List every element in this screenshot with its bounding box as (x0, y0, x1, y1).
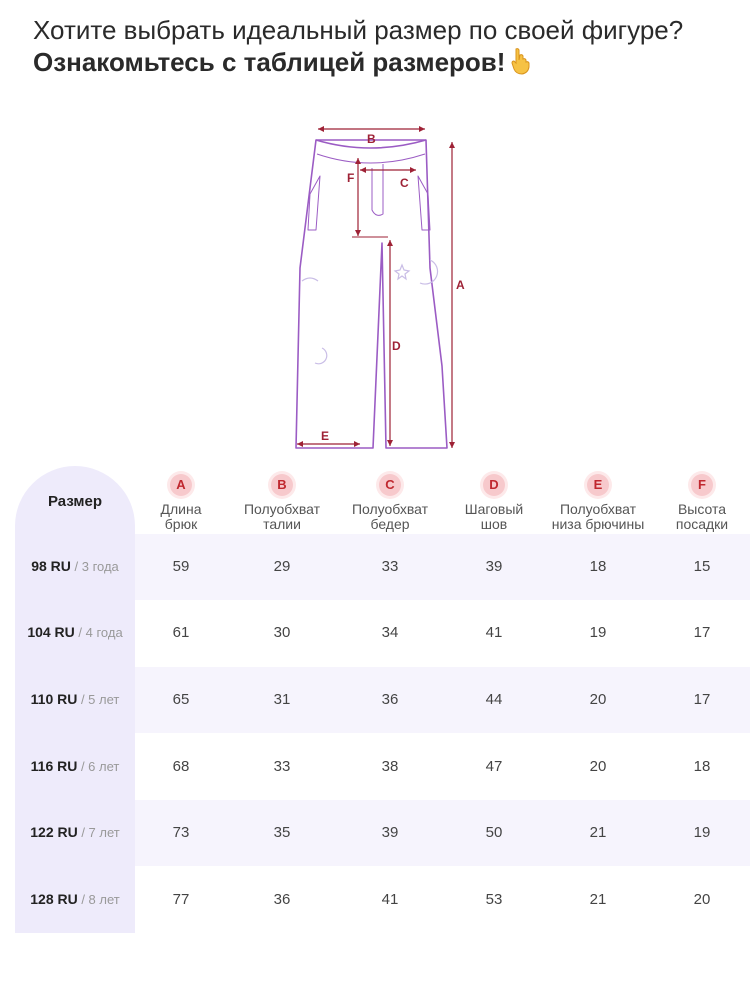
column-letter-badge: F (691, 474, 713, 496)
column-label: Длина брюк (160, 501, 202, 532)
measure-label-c: C (400, 176, 409, 190)
table-cell: 36 (273, 891, 291, 908)
table-cell: 44 (485, 691, 503, 708)
age-value: / 7 лет (77, 825, 120, 840)
column-header-d (434, 474, 554, 532)
table-cell: 38 (381, 758, 399, 775)
size-value: 110 RU (30, 691, 78, 707)
column-letter-badge: D (483, 474, 505, 496)
column-header-f (642, 474, 750, 532)
measure-label-d: D (392, 339, 401, 353)
column-header-b (222, 474, 342, 532)
table-cell: 30 (273, 624, 291, 641)
trousers-outline (296, 140, 447, 448)
table-cell: 39 (381, 824, 399, 841)
column-label: Шаговый шов (464, 501, 524, 532)
table-cell: 18 (589, 558, 607, 575)
age-value: / 5 лет (77, 692, 120, 707)
measure-label-b: B (367, 132, 376, 146)
size-value: 128 RU (30, 891, 78, 907)
measurement-lines (297, 126, 455, 448)
column-letter-badge: C (379, 474, 401, 496)
heading-line-1: Хотите выбрать идеальный размер по своей фигуре? (33, 15, 684, 45)
page-heading (33, 14, 733, 78)
table-row-size (15, 758, 135, 774)
table-row-size (15, 891, 135, 907)
column-header-e (538, 474, 658, 532)
size-value: 116 RU (30, 758, 78, 774)
column-label: Полуобхват низа брючины (551, 501, 645, 532)
table-cell: 33 (381, 558, 399, 575)
table-cell: 73 (172, 824, 190, 841)
table-cell: 19 (589, 624, 607, 641)
table-cell: 17 (693, 691, 711, 708)
column-label: Полуобхват талии (243, 501, 321, 532)
table-cell: 61 (172, 624, 190, 641)
heading-line-2 (33, 46, 733, 78)
age-value: / 8 лет (77, 892, 120, 907)
trousers-diagram (280, 118, 480, 463)
table-cell: 21 (589, 824, 607, 841)
print-decoration (302, 260, 438, 364)
table-cell: 20 (693, 891, 711, 908)
measure-label-a: A (456, 278, 465, 292)
table-cell: 68 (172, 758, 190, 775)
table-cell: 77 (172, 891, 190, 908)
measure-label-f: F (347, 171, 355, 185)
table-cell: 18 (693, 758, 711, 775)
size-value: 98 RU (31, 558, 71, 574)
table-cell: 50 (485, 824, 503, 841)
size-value: 122 RU (30, 824, 78, 840)
table-row-stripe (135, 534, 750, 600)
age-value: / 3 года (70, 559, 119, 574)
table-cell: 47 (485, 758, 503, 775)
table-cell: 31 (273, 691, 291, 708)
table-cell: 33 (273, 758, 291, 775)
table-cell: 59 (172, 558, 190, 575)
table-cell: 34 (381, 624, 399, 641)
table-row-stripe (135, 800, 750, 866)
table-cell: 35 (273, 824, 291, 841)
table-row-size (15, 558, 135, 574)
size-column-header: Размер (47, 493, 103, 510)
age-value: / 6 лет (77, 759, 120, 774)
table-cell: 20 (589, 758, 607, 775)
table-cell: 41 (485, 624, 503, 641)
table-row-size (15, 624, 135, 640)
column-letter-badge: B (271, 474, 293, 496)
column-letter-badge: A (170, 474, 192, 496)
table-cell: 17 (693, 624, 711, 641)
table-cell: 29 (273, 558, 291, 575)
measure-label-e: E (321, 429, 330, 443)
column-header-c (330, 474, 450, 532)
heading-line-2-text: Ознакомьтесь с таблицей размеров! (33, 47, 506, 77)
table-row-size (15, 824, 135, 840)
table-cell: 20 (589, 691, 607, 708)
column-letter-badge: E (587, 474, 609, 496)
age-value: / 4 года (74, 625, 123, 640)
table-cell: 41 (381, 891, 399, 908)
table-cell: 21 (589, 891, 607, 908)
table-cell: 36 (381, 691, 399, 708)
table-cell: 19 (693, 824, 711, 841)
column-label: Высота посадки (675, 501, 729, 532)
size-value: 104 RU (27, 624, 75, 640)
pointing-down-hand-icon (509, 47, 531, 75)
table-cell: 53 (485, 891, 503, 908)
table-row-stripe (135, 667, 750, 733)
table-row-size (15, 691, 135, 707)
column-label: Полуобхват бедер (351, 501, 429, 532)
table-cell: 39 (485, 558, 503, 575)
table-cell: 65 (172, 691, 190, 708)
table-cell: 15 (693, 558, 711, 575)
